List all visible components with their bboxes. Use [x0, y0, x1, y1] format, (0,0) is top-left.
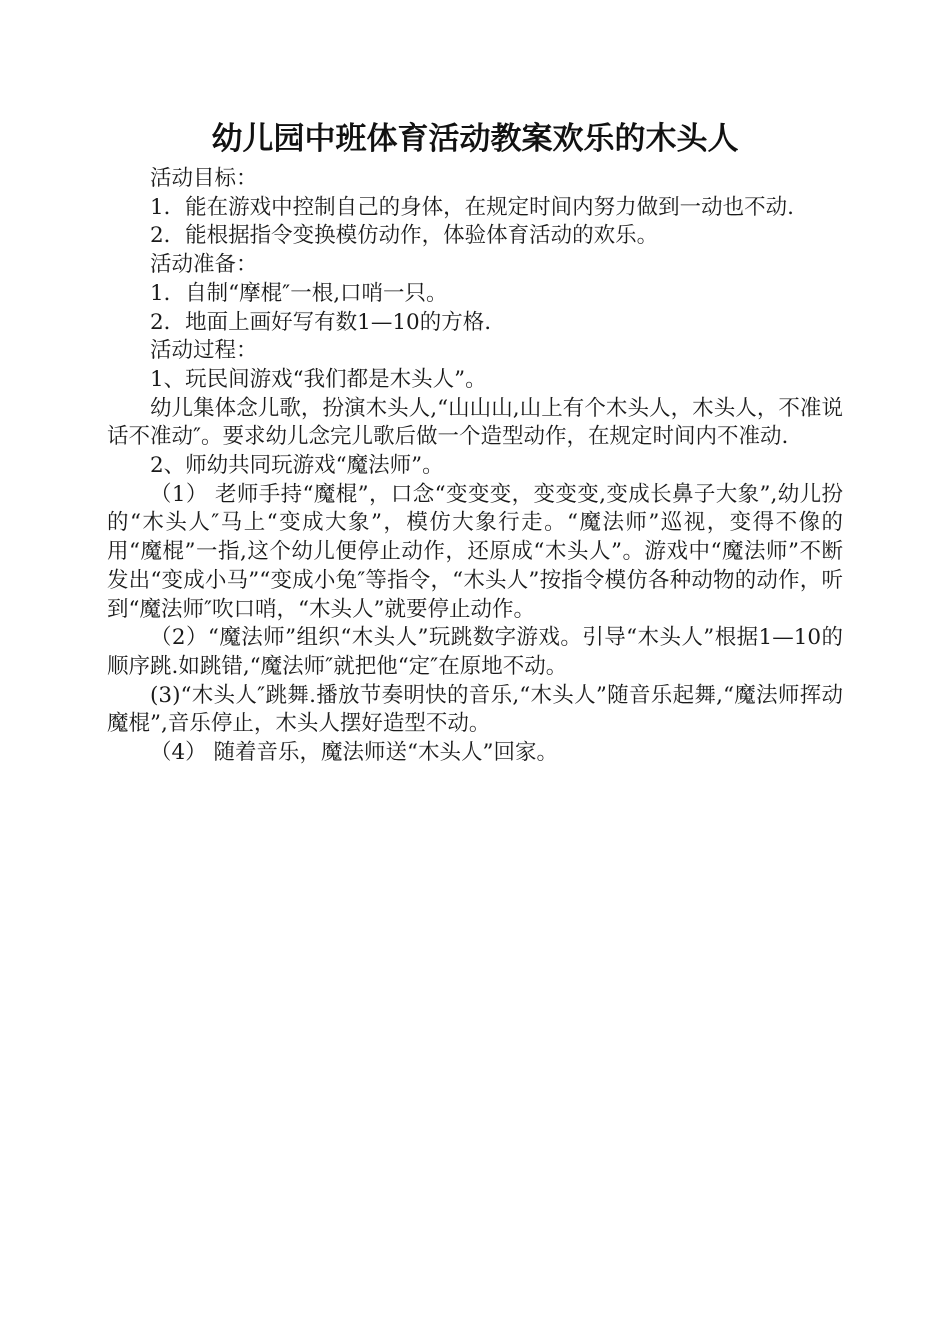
preparation-item-1: 1．自制“摩棍″一根,口哨一只。	[150, 280, 448, 306]
goal-item-2: 2．能根据指令变换模仿动作，体验体育活动的欢乐。	[150, 223, 659, 249]
heading-activity-preparation: 活动准备：	[150, 252, 258, 278]
preparation-item-2: 2．地面上画好写有数1—10的方格.	[150, 309, 492, 335]
goal-item-1: 1．能在游戏中控制自己的身体，在规定时间内努力做到一动也不动.	[150, 194, 795, 220]
process-step-2-part-4: （4） 随着音乐，魔法师送“木头人”回家。	[150, 740, 558, 766]
process-step-1: 1、玩民间游戏“我们都是木头人”。	[150, 366, 487, 392]
process-step-2-part-2: （2）“魔法师”组织“木头人”玩跳数字游戏。引导“木头人”根据1—10的顺序跳.如跳错,“魔法师″就把他“定″在原地不动。	[107, 625, 843, 679]
process-step-2-part-3: (3)“木头人″跳舞.播放节奏明快的音乐,“木头人”随音乐起舞,“魔法师挥动魔棍”,音乐停止，木头人摆好造型不动。	[107, 682, 843, 737]
process-step-1-detail: 幼儿集体念儿歌，扮演木头人,“山山山,山上有个木头人，木头人，不准说话不准动″。要求幼儿念完儿歌后做一个造型动作，在规定时间内不准动.	[107, 395, 843, 450]
process-step-2: 2、师幼共同玩游戏“魔法师”。	[150, 453, 444, 479]
document-title: 幼儿园中班体育活动教案欢乐的木头人	[211, 121, 739, 157]
heading-activity-process: 活动过程：	[150, 338, 258, 364]
heading-activity-goals: 活动目标：	[150, 166, 258, 191]
document-body	[107, 165, 843, 768]
process-step-2-part-1: （1） 老师手持“魔棍”，口念“变变变，变变变,变成长鼻子大象”,幼儿扮的“木头人″马上“变成大象”，模仿大象行走。“魔法师”巡视，变得不像的用“魔棍”一指,这个幼儿便停止动作，还原成“木头人”。游戏中“魔法师”不断发出“变成小马”“变成小兔″等指令，“木头人”按指令模仿各种动物的动作，听到“魔法师″吹口哨，“木头人”就要停止动作。	[107, 481, 843, 622]
